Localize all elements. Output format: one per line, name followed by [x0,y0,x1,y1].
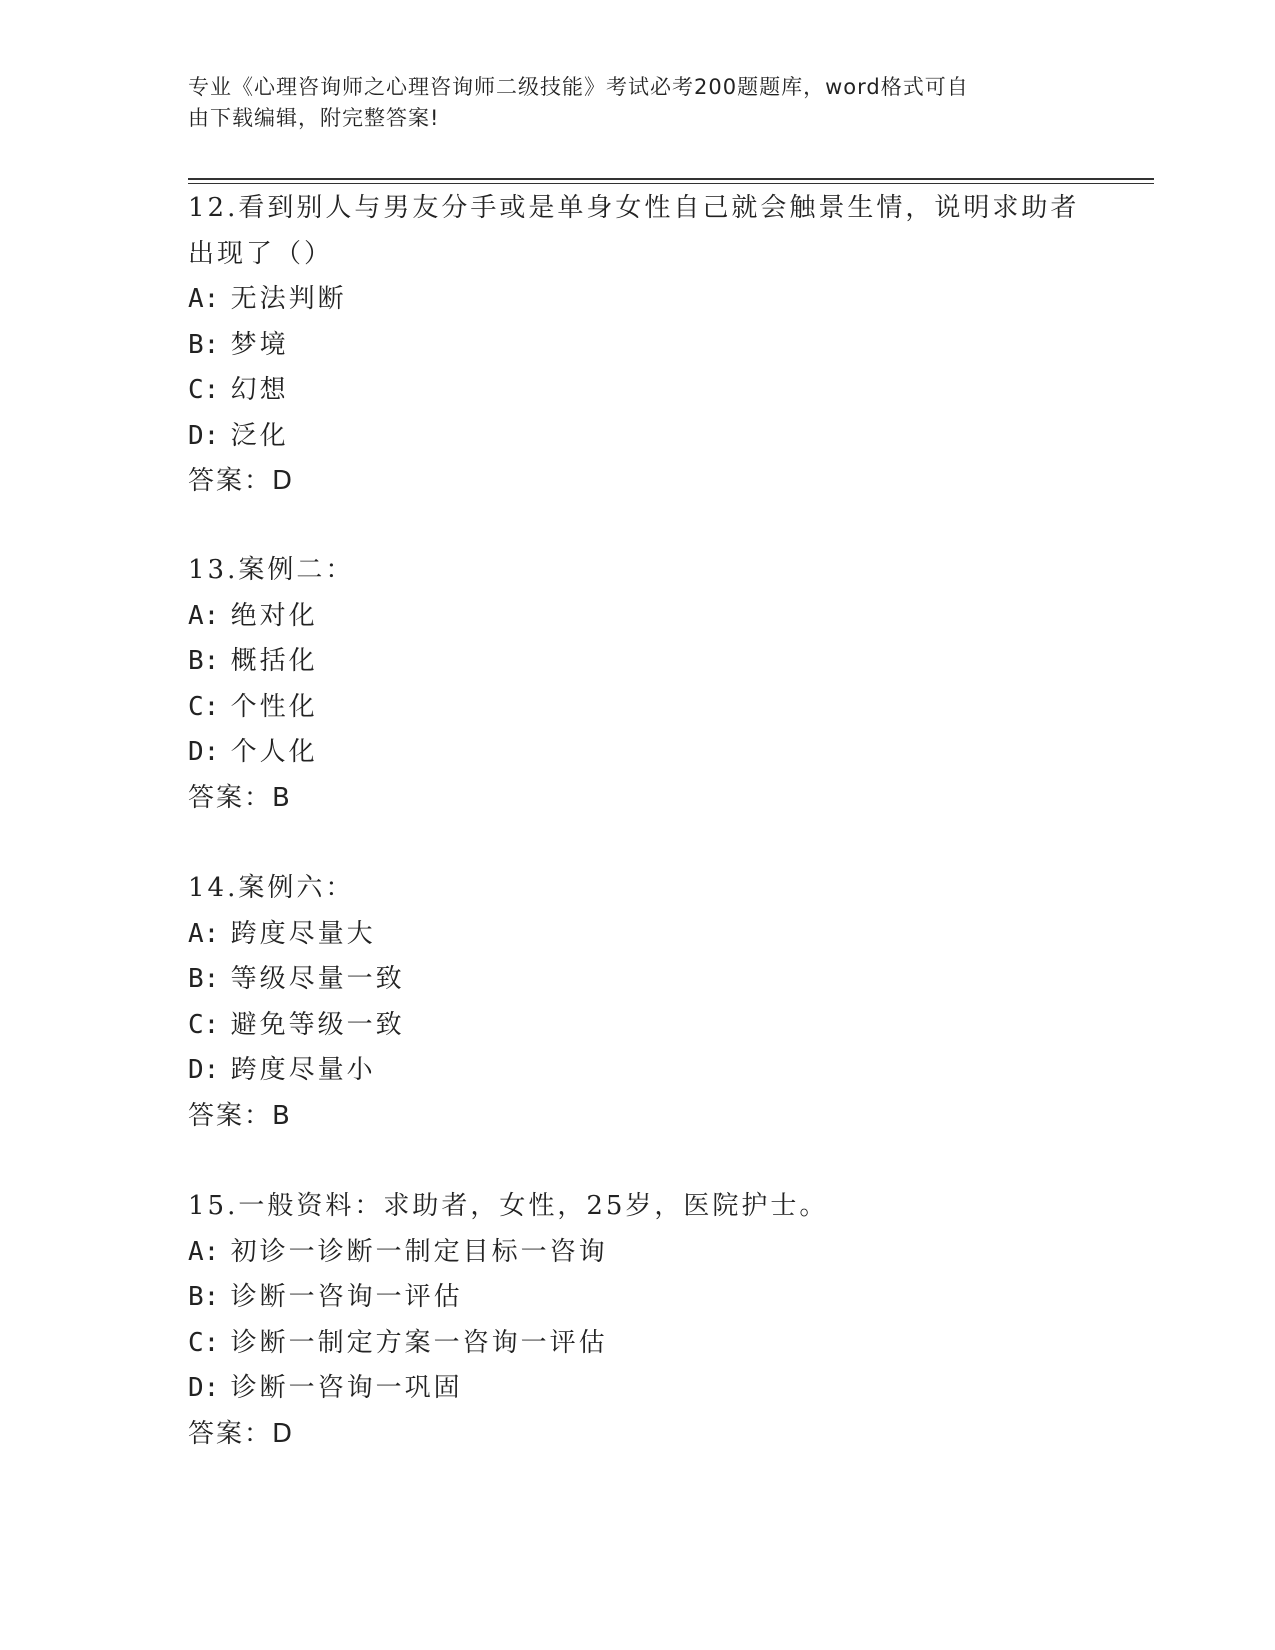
option-c [188,685,1088,731]
option-letter: C: [188,375,220,405]
option-d [188,730,1088,776]
question-stem: 12.看到别人与男友分手或是单身女性自己就会触景生情，说明求助者 [188,193,1080,223]
question-stem: 14.案例六： [188,873,355,903]
option-text: 绝对化 [230,600,318,631]
question-15 [188,1184,1088,1457]
option-text: 无法判断 [230,284,347,314]
header-line-2: 由下载编辑，附完整答案! [188,106,440,130]
option-text: 幻想 [230,375,289,405]
option-text: 梦境 [230,329,289,360]
option-letter: B: [188,964,220,994]
option-letter: A: [188,284,220,314]
answer-line: 答案：D [188,466,295,496]
option-text: 诊断一咨询一巩固 [230,1373,463,1403]
option-c [188,1003,1088,1049]
option-d [188,414,1088,460]
answer-line: 答案：B [188,1100,292,1131]
option-text: 个性化 [230,691,318,722]
document-header [188,72,1068,134]
option-b [188,323,1088,369]
option-text: 诊断一制定方案一咨询一评估 [230,1327,608,1358]
option-b [188,1275,1088,1321]
option-letter: C: [188,1327,220,1358]
header-divider-thin [188,183,1154,184]
option-letter: A: [188,918,220,949]
header-divider [188,178,1154,180]
option-letter: D: [188,1373,220,1403]
option-a [188,912,1088,958]
header-line-1: 专业《心理咨询师之心理咨询师二级技能》考试必考200题题库，word格式可自 [188,75,969,99]
option-letter: A: [188,1236,220,1267]
question-14 [188,866,1088,1139]
answer-line: 答案：B [188,782,292,813]
option-letter: A: [188,600,220,631]
option-letter: B: [188,646,220,676]
question-13 [188,548,1088,821]
option-letter: D: [188,737,220,767]
option-text: 等级尽量一致 [230,964,405,994]
option-text: 初诊一诊断一制定目标一咨询 [230,1236,608,1267]
option-c [188,1321,1088,1367]
option-a [188,277,1088,323]
option-letter: C: [188,691,220,722]
option-b [188,639,1088,685]
option-a [188,594,1088,640]
option-text: 诊断一咨询一评估 [230,1282,463,1312]
option-d [188,1048,1088,1094]
option-d [188,1366,1088,1412]
question-12 [188,186,1088,505]
option-b [188,957,1088,1003]
option-letter: B: [188,329,220,360]
option-text: 泛化 [230,420,289,451]
question-stem: 15.一般资料：求助者，女性，25岁，医院护士。 [188,1191,829,1221]
option-text: 跨度尽量大 [230,918,376,949]
option-text: 概括化 [230,646,318,676]
option-letter: B: [188,1282,220,1312]
option-c [188,368,1088,414]
option-letter: D: [188,1055,220,1085]
question-stem: 13.案例二： [188,555,355,585]
option-letter: C: [188,1009,220,1040]
question-stem-continued: 出现了（） [188,238,334,269]
option-text: 避免等级一致 [230,1009,405,1040]
option-a [188,1230,1088,1276]
option-text: 个人化 [230,737,318,767]
option-letter: D: [188,420,220,451]
answer-line: 答案：D [188,1418,295,1449]
option-text: 跨度尽量小 [230,1055,376,1085]
